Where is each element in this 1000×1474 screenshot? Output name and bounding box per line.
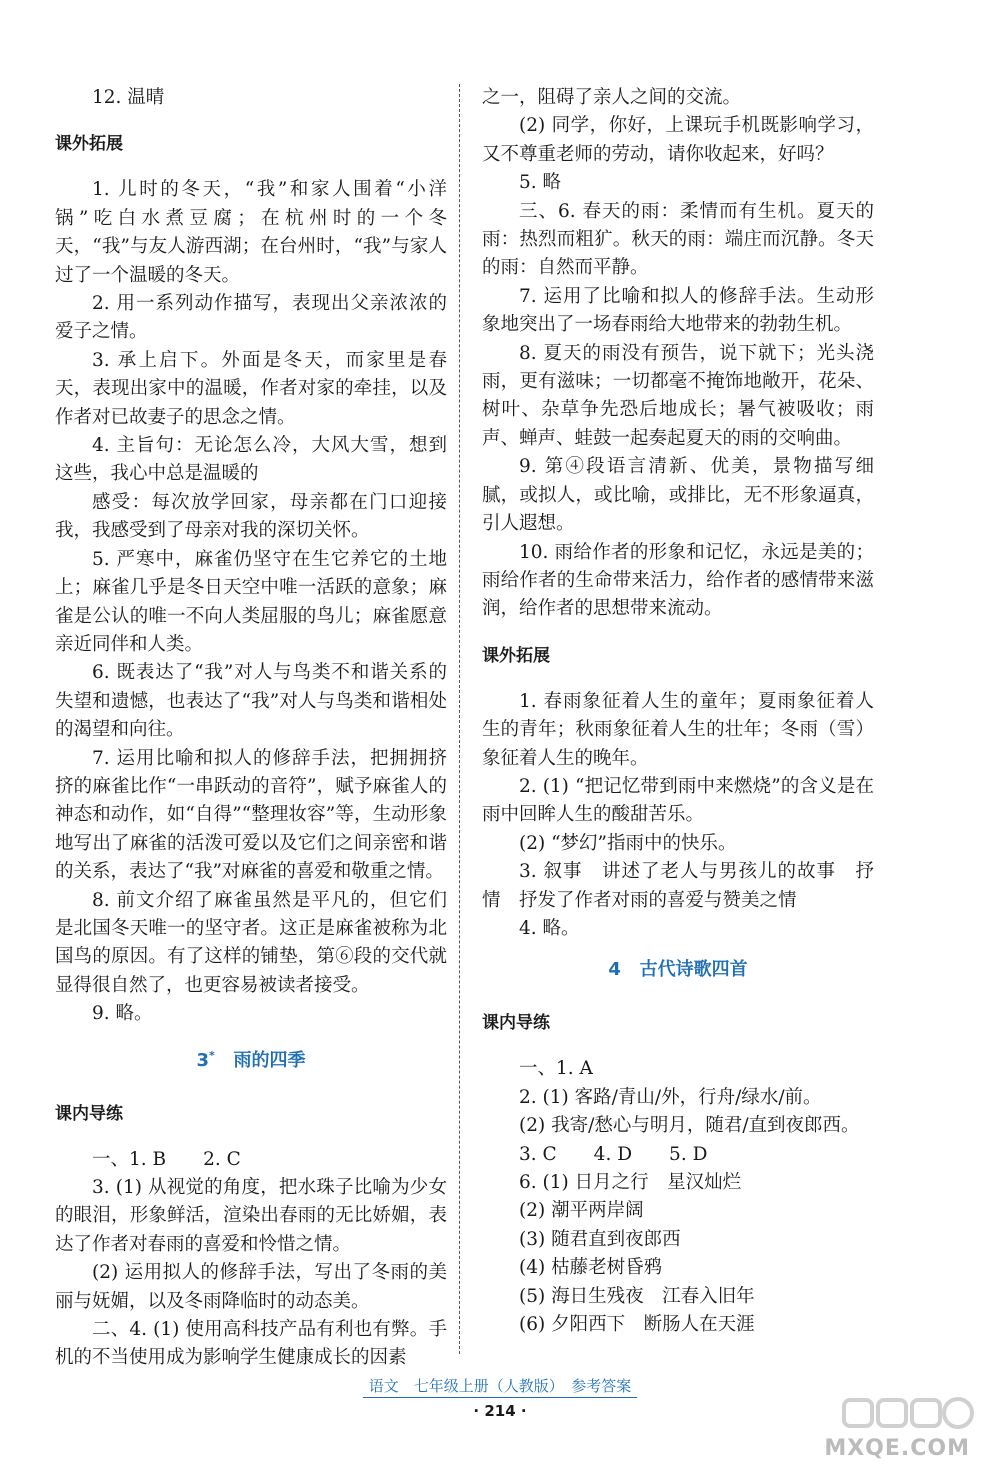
section-heading: 课外拓展 bbox=[482, 645, 550, 666]
answer-line: 6. (1) 日月之行 星汉灿烂 bbox=[519, 1172, 742, 1193]
answer-line: 3. 承上启下。外面是冬天，而家里是春天，表现出家中的温暖，作者对家的牵挂，以及作者对已故妻子的思念之情。 bbox=[55, 349, 447, 428]
answer-line: 9. 第④段语言清新、优美，景物描写细腻，或拟人，或比喻，或排比，无不形象逼真，引人遐想。 bbox=[482, 456, 874, 535]
lesson-title bbox=[55, 1035, 447, 1082]
watermark-text: MXQE.COM bbox=[824, 1436, 970, 1461]
answer-line: 感受：每次放学回家，母亲都在门口迎接我，我感受到了母亲对我的深切关怀。 bbox=[55, 491, 447, 542]
answer-line: (2) 运用拟人的修辞手法，写出了冬雨的美丽与妩媚，以及冬雨降临时的动态美。 bbox=[55, 1262, 447, 1312]
answer-line: 1. 春雨象征着人生的童年；夏雨象征着人生的青年；秋雨象征着人生的壮年；冬雨（雪）象征着人生的晚年。 bbox=[482, 690, 874, 769]
answer-line: 1. 儿时的冬天，“我”和家人围着“小洋锅”吃白水煮豆腐；在杭州时的一个冬天，“我”与友人游西湖；在台州时，“我”与家人过了一个温暖的冬天。 bbox=[55, 179, 447, 286]
answer-line: 12. 温晴 bbox=[92, 87, 165, 108]
answer-line: 4. 略。 bbox=[519, 917, 580, 939]
answer-line: (6) 夕阳西下 断肠人在天涯 bbox=[519, 1314, 755, 1336]
answer-line: 一、1. A bbox=[519, 1058, 593, 1080]
answer-line: 一、1. B 2. C bbox=[92, 1148, 241, 1170]
answer-line: 10. 雨给作者的形象和记忆，永远是美的；雨给作者的生命带来活力，给作者的感情带来滋润，给作者的思想带来流动。 bbox=[482, 541, 874, 620]
answer-line: 3. (1) 从视觉的角度，把水珠子比喻为少女的眼泪，形象鲜活，渲染出春雨的无比娇媚，表达了作者对春雨的喜爱和怜惜之情。 bbox=[55, 1177, 447, 1255]
answer-line: (4) 枯藤老树昏鸦 bbox=[519, 1257, 663, 1279]
answer-line: (5) 海日生残夜 江春入旧年 bbox=[519, 1285, 755, 1307]
answer-line: 7. 运用了比喻和拟人的修辞手法。生动形象地突出了一场春雨给大地带来的勃勃生机。 bbox=[482, 285, 874, 336]
answer-line: 6. 既表达了“我”对人与鸟类不和谐关系的失望和遗憾，也表达了“我”对人与鸟类和谐相处的渴望和向往。 bbox=[55, 662, 447, 741]
answer-line: 4. 主旨句：无论怎么冷，大风大雪，想到这些，我心中总是温暖的 bbox=[55, 435, 447, 485]
answer-line: 8. 前文介绍了麻雀虽然是平凡的，但它们是北国冬天唯一的坚守者。这正是麻雀被称为北国鸟的原因。有了这样的铺垫，第⑥段的交代就显得很自然了，也更容易被读者接受。 bbox=[55, 889, 447, 996]
page-number: · 214 · bbox=[473, 1402, 527, 1420]
answer-line: (2) 潮平两岸阔 bbox=[519, 1200, 644, 1222]
section-heading: 课内导练 bbox=[482, 1013, 550, 1034]
answer-line: 2. (1) “把记忆带到雨中来燃烧”的含义是在雨中回眸人生的酸甜苦乐。 bbox=[482, 775, 874, 826]
section-heading: 课内导练 bbox=[55, 1103, 123, 1124]
answer-line: (2) 我寄/愁心与明月，随君/直到夜郎西。 bbox=[519, 1115, 860, 1137]
answer-line: 3. C 4. D 5. D bbox=[519, 1143, 708, 1165]
answer-line: 2. (1) 客路/青山/外，行舟/绿水/前。 bbox=[519, 1086, 822, 1108]
right-column bbox=[482, 84, 874, 1339]
answer-line: 9. 略。 bbox=[92, 1003, 153, 1025]
answer-line: 2. 用一系列动作描写，表现出父亲浓浓的爱子之情。 bbox=[55, 293, 447, 343]
answer-line: 7. 运用比喻和拟人的修辞手法，把拥拥挤挤的麻雀比作“一串跃动的音符”，赋予麻雀人的神态和动作，如“自得”“整理妆容”等，生动形象地写出了麻雀的活泼可爱以及它们之间亲密和谐的关系，表达了“我”对麻雀的喜爱和敬重之情。 bbox=[55, 747, 447, 883]
answer-line: 5. 略 bbox=[519, 172, 562, 194]
answer-line: 之一，阻碍了亲人之间的交流。 bbox=[482, 87, 742, 108]
lesson-number: 3 bbox=[196, 1049, 209, 1071]
lesson-title bbox=[482, 949, 874, 991]
answer-line: 5. 严寒中，麻雀仍坚守在生它养它的土地上；麻雀几乎是冬日天空中唯一活跃的意象；麻雀是公认的唯一不向人类屈服的鸟儿；麻雀愿意亲近同伴和人类。 bbox=[55, 548, 447, 655]
footer-text: 语文 七年级上册（人教版） 参考答案 bbox=[363, 1377, 638, 1398]
lesson-name: 古代诗歌四首 bbox=[639, 959, 748, 981]
lesson-star: * bbox=[208, 1048, 215, 1062]
answer-line: (2) “梦幻”指雨中的快乐。 bbox=[519, 832, 737, 854]
column-divider bbox=[459, 84, 460, 1354]
section-heading: 课外拓展 bbox=[55, 134, 123, 155]
lesson-number: 4 bbox=[608, 959, 621, 981]
left-column bbox=[55, 84, 447, 1373]
answer-line: 3. 叙事 讲述了老人与男孩儿的故事 抒情 抒发了作者对雨的喜爱与赞美之情 bbox=[482, 861, 874, 911]
answer-line: (2) 同学，你好，上课玩手机既影响学习，又不尊重老师的劳动，请你收起来，好吗？ bbox=[482, 115, 874, 165]
lesson-name: 雨的四季 bbox=[233, 1049, 306, 1071]
answer-line: 二、4. (1) 使用高科技产品有利也有弊。手机的不当使用成为影响学生健康成长的因素 bbox=[55, 1319, 447, 1369]
answer-line: 8. 夏天的雨没有预告，说下就下；光头浇雨，更有滋味；一切都毫不掩饰地敞开，花朵、树叶、杂草争先恐后地成长；暑气被吸收；雨声、蝉声、蛙鼓一起奏起夏天的雨的交响曲。 bbox=[482, 342, 874, 449]
answer-line: 三、6. 春天的雨：柔情而有生机。夏天的雨：热烈而粗犷。秋天的雨：端庄而沉静。冬天的雨：自然而平静。 bbox=[482, 200, 874, 279]
answer-line: (3) 随君直到夜郎西 bbox=[519, 1228, 681, 1250]
